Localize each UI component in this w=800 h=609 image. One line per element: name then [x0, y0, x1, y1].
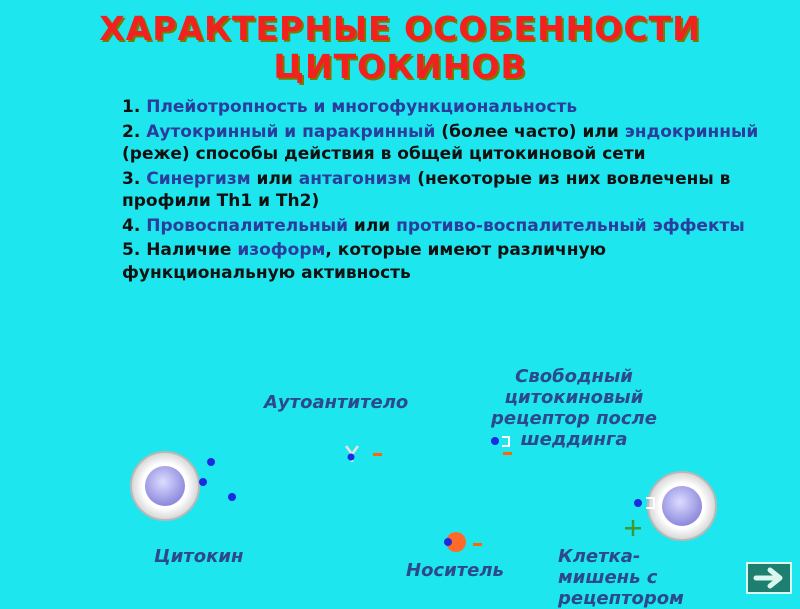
producer-cell: [131, 452, 199, 520]
cytokine-dots: [199, 458, 236, 501]
title-line-2: ЦИТОКИНОВ: [273, 47, 527, 86]
autoantibody-label: Аутоантитело: [264, 392, 409, 413]
minus-sign: [503, 452, 512, 455]
list-item: 2. Аутокринный и паракринный (более часто) или эндокринный (реже) способы действия в общей цитокиновой сети: [122, 121, 759, 164]
free-receptor-label: Свободный цитокиновый рецептор после шеддинга: [491, 366, 657, 450]
cytokine-label: Цитокин: [154, 546, 244, 567]
list-item: 3. Синергизм или антагонизм (некоторые из них вовлечены в профили Th1 и Th2): [122, 168, 731, 211]
title-line-1: ХАРАКТЕРНЫЕ ОСОБЕННОСТИ: [99, 9, 701, 48]
target-cell: [634, 472, 716, 540]
minus-sign: [373, 453, 382, 456]
minus-sign: [473, 543, 482, 546]
carrier-icon: [444, 532, 466, 552]
carrier-label: Носитель: [406, 560, 504, 581]
list-item: 4. Провоспалительный или противо-воспалительный эффекты: [122, 215, 745, 236]
plus-sign: [625, 520, 641, 536]
list-item: 1. Плейотропность и многофункциональность: [122, 97, 578, 117]
list-item: 5. Наличие изоформ, которые имеют различную функциональную активность: [122, 240, 607, 283]
next-slide-button[interactable]: [746, 562, 792, 594]
target-cell-label: Клетка-мишень с рецептором: [558, 546, 684, 609]
chevron-right-icon: [748, 564, 790, 592]
autoantibody-icon: [346, 446, 358, 462]
